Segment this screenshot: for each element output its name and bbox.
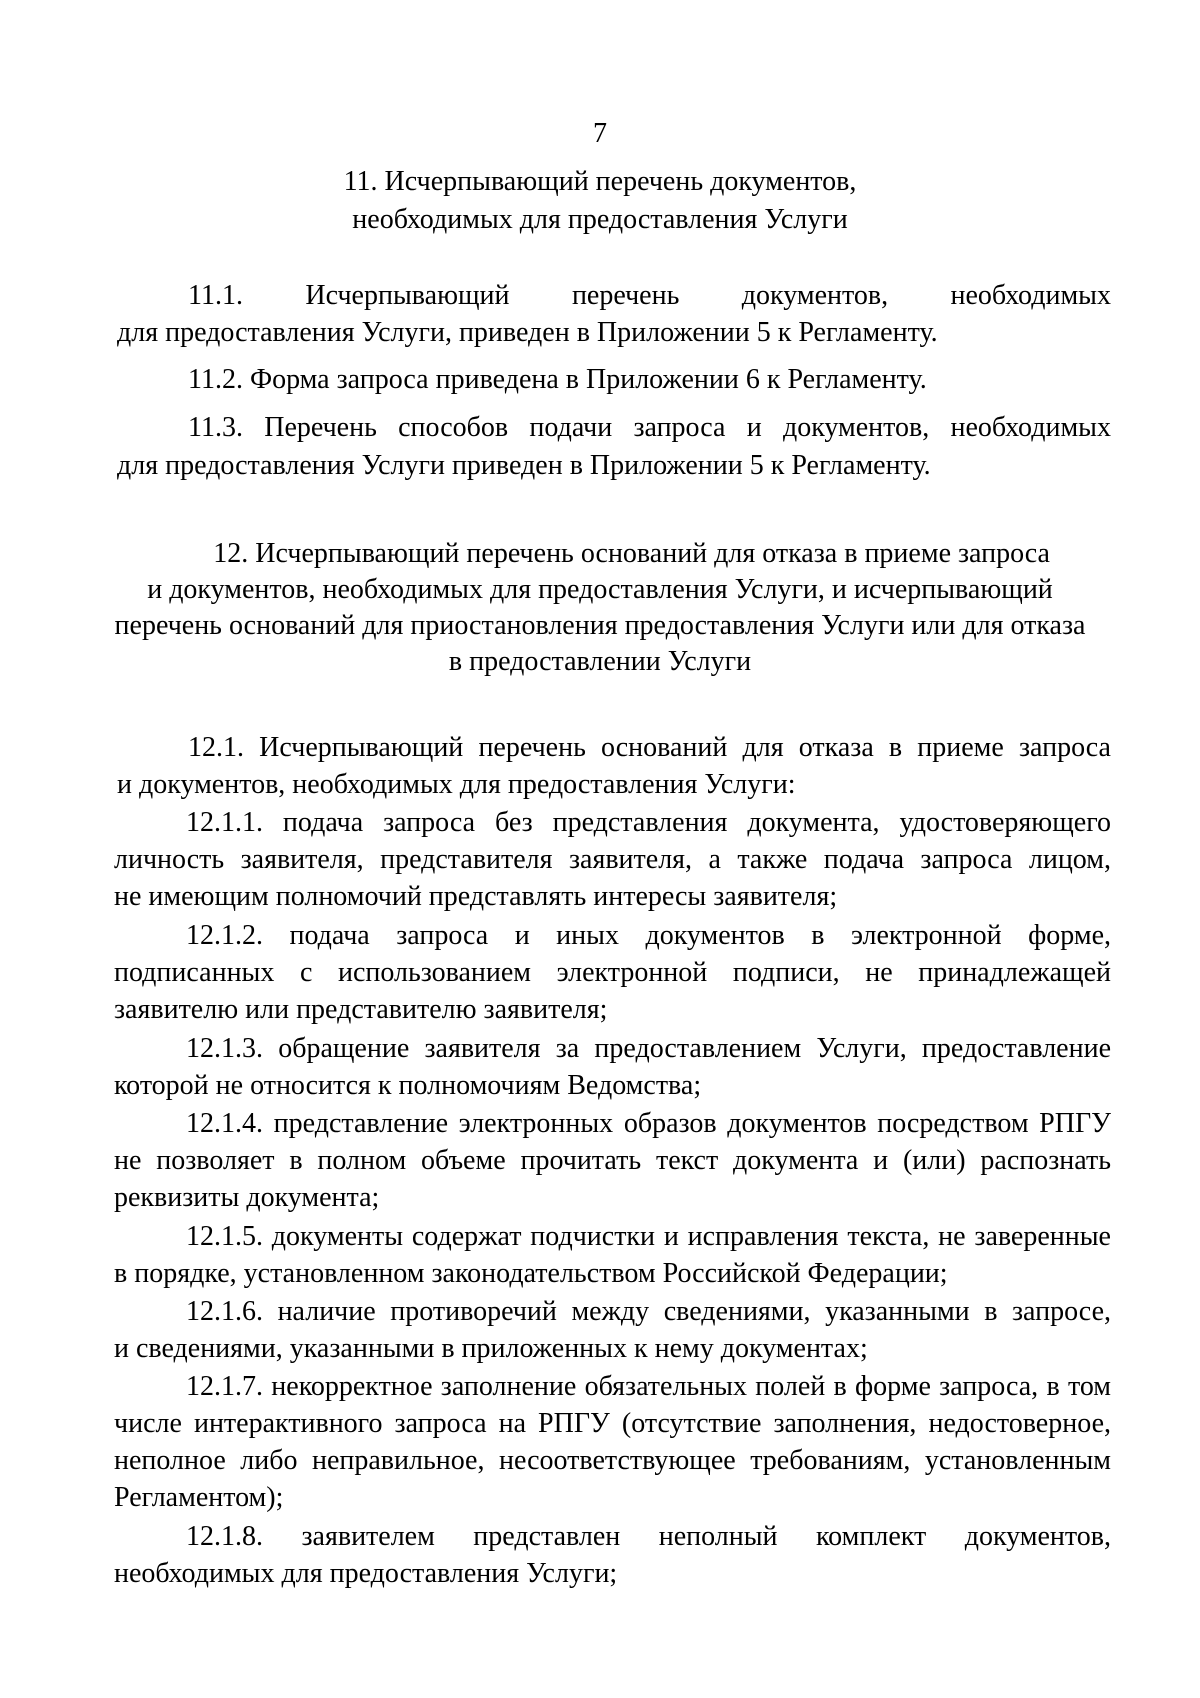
section-11-heading-line-1: 11. Исчерпывающий перечень документов, (343, 166, 857, 197)
paragraph-12-1-8-line-2: необходимых для предоставления Услуги; (114, 1558, 618, 1589)
paragraph-12-1-5-line-1: 12.1.5. документы содержат подчистки и исправления текста, не заверенные (186, 1221, 1111, 1252)
paragraph-12-1-7-line-4: Регламентом); (114, 1482, 284, 1513)
paragraph-12-1-line-2: и документов, необходимых для предоставления Услуги: (117, 769, 796, 800)
paragraph-11-3-line-1: 11.3. Перечень способов подачи запроса и документов, необходимых (188, 412, 1111, 443)
paragraph-12-1-5-line-2: в порядке, установленном законодательством Российской Федерации; (114, 1258, 948, 1289)
paragraph-12-1-1-line-2: личность заявителя, представителя заявителя, а также подача запроса лицом, (114, 844, 1111, 875)
paragraph-12-1-8-line-1: 12.1.8. заявителем представлен неполный комплект документов, (186, 1521, 1111, 1552)
section-12-heading-line-2: и документов, необходимых для предоставления Услуги, и исчерпывающий (147, 574, 1053, 605)
paragraph-12-1-1-line-1: 12.1.1. подача запроса без представления документа, удостоверяющего (186, 807, 1111, 838)
paragraph-12-1-7-line-3: неполное либо неправильное, несоответствующее требованиям, установленным (114, 1445, 1111, 1476)
section-12-heading-line-4: в предоставлении Услуги (448, 646, 752, 677)
paragraph-11-1-line-1: 11.1. Исчерпывающий перечень документов, необходимых (188, 280, 1111, 311)
paragraph-12-1-4-line-3: реквизиты документа; (114, 1182, 380, 1213)
paragraph-12-1-6-line-2: и сведениями, указанными в приложенных к нему документах; (114, 1333, 868, 1364)
paragraph-12-1-2-line-3: заявителю или представителю заявителя; (114, 994, 608, 1025)
paragraph-12-1-2-line-1: 12.1.2. подача запроса и иных документов в электронной форме, (186, 920, 1111, 951)
section-12-heading-line-1-text: 12. Исчерпывающий перечень оснований для отказа в приеме запроса (213, 538, 1050, 569)
section-12-heading-line-3: перечень оснований для приостановления предоставления Услуги или для отказа (114, 610, 1086, 641)
paragraph-12-1-6-line-1: 12.1.6. наличие противоречий между сведениями, указанными в запросе, (186, 1296, 1111, 1327)
paragraph-11-3-line-2: для предоставления Услуги приведен в Приложении 5 к Регламенту. (117, 450, 931, 481)
section-11-heading-line-2: необходимых для предоставления Услуги (352, 204, 848, 235)
paragraph-12-1-line-1: 12.1. Исчерпывающий перечень оснований для отказа в приеме запроса (188, 732, 1111, 763)
paragraph-12-1-7-line-2: числе интерактивного запроса на РПГУ (отсутствие заполнения, недостоверное, (114, 1408, 1111, 1439)
paragraph-12-1-7-line-1: 12.1.7. некорректное заполнение обязательных полей в форме запроса, в том (186, 1371, 1111, 1402)
paragraph-11-2-line-1: 11.2. Форма запроса приведена в Приложении 6 к Регламенту. (188, 364, 927, 395)
paragraph-12-1-3-line-2: которой не относится к полномочиям Ведомства; (114, 1070, 702, 1101)
section-12-heading-line-1 (150, 536, 1050, 572)
paragraph-12-1-2-line-2: подписанных с использованием электронной подписи, не принадлежащей (114, 957, 1111, 988)
paragraph-12-1-3-line-1: 12.1.3. обращение заявителя за предоставлением Услуги, предоставление (186, 1033, 1111, 1064)
page-number: 7 (593, 118, 607, 149)
paragraph-12-1-4-line-2: не позволяет в полном объеме прочитать текст документа и (или) распознать (114, 1145, 1111, 1176)
paragraph-12-1-1-line-3: не имеющим полномочий представлять интересы заявителя; (114, 881, 838, 912)
paragraph-12-1-4-line-1: 12.1.4. представление электронных образов документов посредством РПГУ (186, 1108, 1111, 1139)
paragraph-11-1-line-2: для предоставления Услуги, приведен в Приложении 5 к Регламенту. (117, 317, 938, 348)
